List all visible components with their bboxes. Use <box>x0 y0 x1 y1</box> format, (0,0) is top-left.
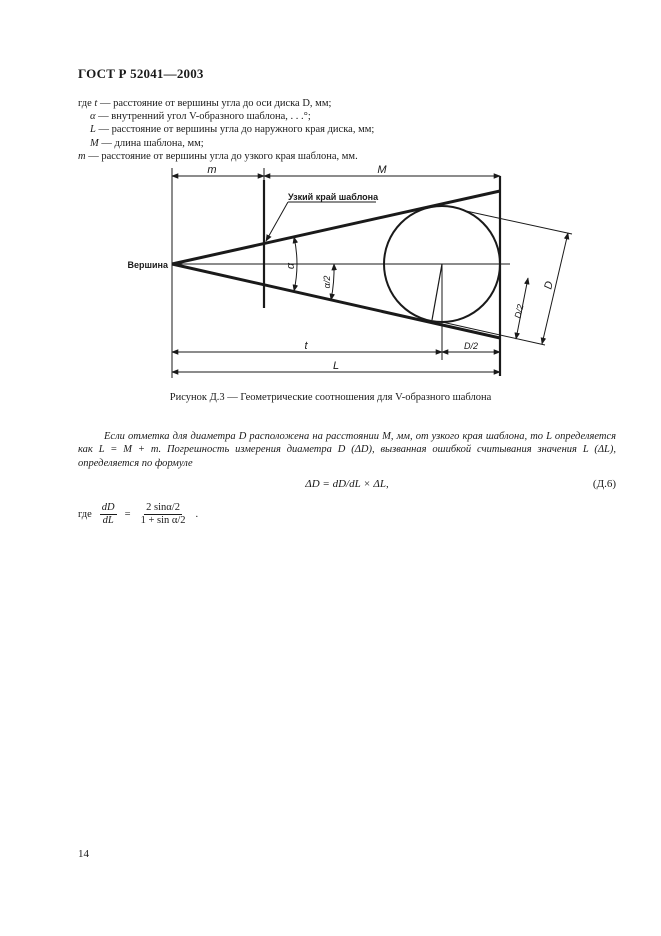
disk-radius-line <box>432 264 442 320</box>
definition-symbol: M <box>90 137 99 149</box>
rhs-fraction <box>139 502 188 527</box>
definition-symbol: α <box>90 111 96 123</box>
paragraph-text: Если отметка для диаметра D расположена на расстоянии M, мм, от узкого края шаблона, то L определяется как L = M + m. Погрешность измерения диаметра D (ΔD), вызванная ошибкой считывания значения L (ΔL), определяется по формуле <box>78 431 616 469</box>
page-header: ГОСТ Р 52041—2003 <box>78 66 204 81</box>
alpha-label: α <box>285 262 297 270</box>
narrow-edge-leader-arrow <box>266 202 288 241</box>
vertex-label: Вершина <box>127 260 168 270</box>
D-label: D <box>542 280 556 291</box>
definition-text: — расстояние от вершины угла до оси диска D, мм; <box>99 98 332 109</box>
rhs-numerator: 2 sinα/2 <box>146 502 180 513</box>
page-number: 14 <box>78 848 89 860</box>
t-label: t <box>304 340 308 352</box>
template-lower-edge <box>172 264 500 338</box>
definitions-intro: где <box>78 98 92 109</box>
M-label: M <box>377 164 387 176</box>
definition-item <box>78 97 374 110</box>
definition-item <box>78 137 374 150</box>
definition-text: — длина шаблона, мм; <box>101 137 204 149</box>
lhs-fraction <box>100 502 117 527</box>
where-intro: где <box>78 509 92 520</box>
m-label: m <box>207 164 217 176</box>
period: . <box>195 509 199 520</box>
definitions-list <box>78 97 374 163</box>
D-extension-lower <box>442 322 545 345</box>
narrow-edge-label: Узкий край шаблона <box>288 192 379 202</box>
rhs-denominator: 1 + sin α/2 <box>140 515 186 526</box>
lhs-denominator: dL <box>102 515 114 526</box>
definition-text: — расстояние от вершины угла до наружного края диска, мм; <box>98 124 375 136</box>
equation-formula: ΔD = dD/dL × ΔL, <box>305 478 389 490</box>
definition-symbol: t <box>94 98 98 109</box>
definition-symbol: m <box>78 150 86 162</box>
equals-sign: = <box>124 509 131 520</box>
v-template-diagram <box>110 162 590 382</box>
equation-number: (Д.6) <box>592 478 616 490</box>
definition-text: — внутренний угол V-образного шаблона, . . .°; <box>98 111 311 123</box>
D-half-bottom-label: D/2 <box>463 341 479 351</box>
definition-symbol: L <box>90 124 96 136</box>
body-paragraph <box>78 430 616 470</box>
derivative-definition <box>78 502 198 527</box>
figure-caption: Рисунок Д.3 — Геометрические соотношения для V-образного шаблона <box>169 392 492 403</box>
lhs-numerator: dD <box>101 502 115 513</box>
D-half-right-label: D/2 <box>512 303 526 320</box>
L-label: L <box>332 360 340 372</box>
alpha-half-label: α/2 <box>322 275 332 289</box>
definition-text: — расстояние от вершины угла до узкого края шаблона, мм. <box>88 150 358 162</box>
definition-item <box>78 123 374 136</box>
definition-item <box>78 110 374 123</box>
